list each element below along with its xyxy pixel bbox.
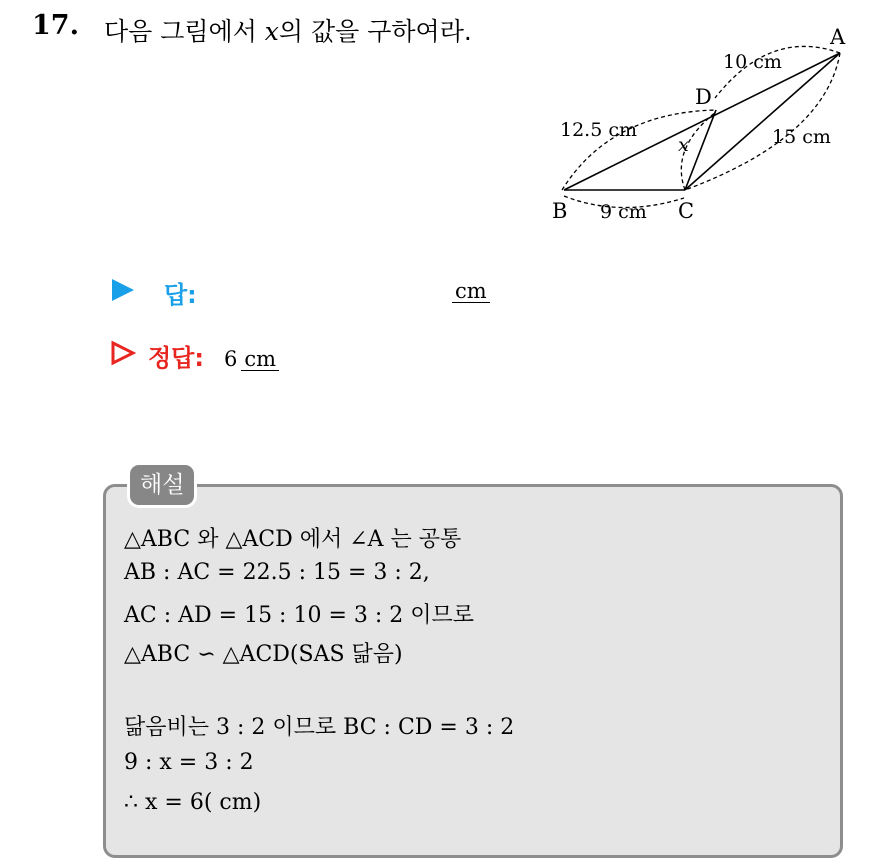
segment-ac	[685, 53, 840, 190]
correct-answer-row	[110, 338, 279, 373]
solution-line: △ABC 와 △ACD 에서 ∠A 는 공통	[124, 527, 462, 552]
point-d-label: D	[695, 85, 712, 109]
point-c-label: C	[678, 199, 695, 223]
angle-x-label: x	[678, 134, 689, 156]
answer-label: 답:	[164, 281, 197, 309]
solution-line: 닮음비는 3 : 2 이므로 BC : CD = 3 : 2	[124, 715, 515, 740]
length-bd-label: 12.5 cm	[560, 119, 638, 141]
solution-badge: 해설	[127, 462, 197, 508]
geometry-figure	[540, 18, 880, 233]
correct-answer-unit: cm	[241, 348, 279, 371]
filled-triangle-icon	[110, 277, 136, 307]
correct-answer-value: 6	[223, 347, 238, 371]
length-ac-label: 15 cm	[772, 126, 831, 148]
solution-line: △ABC ∽ △ACD(SAS 닮음)	[124, 642, 403, 667]
length-ad-label: 10 cm	[723, 51, 782, 73]
point-a-label: A	[830, 25, 846, 49]
point-b-label: B	[552, 199, 568, 223]
answer-blank-unit[interactable]: cm	[452, 280, 490, 303]
solution-line: 9 : x = 3 : 2	[124, 750, 254, 775]
question-text: 다음 그림에서 x의 값을 구하여라.	[104, 17, 472, 46]
question-number: 17.	[32, 10, 79, 41]
solution-line: AC : AD = 15 : 10 = 3 : 2 이므로	[124, 603, 475, 628]
solution-line: ∴ x = 6( cm)	[124, 790, 262, 815]
outline-triangle-icon	[110, 340, 136, 370]
correct-answer-label: 정답:	[148, 344, 204, 372]
answer-row	[110, 275, 197, 310]
solution-line: AB : AC = 22.5 : 15 = 3 : 2,	[124, 560, 430, 585]
length-bc-label: 9 cm	[600, 201, 647, 223]
